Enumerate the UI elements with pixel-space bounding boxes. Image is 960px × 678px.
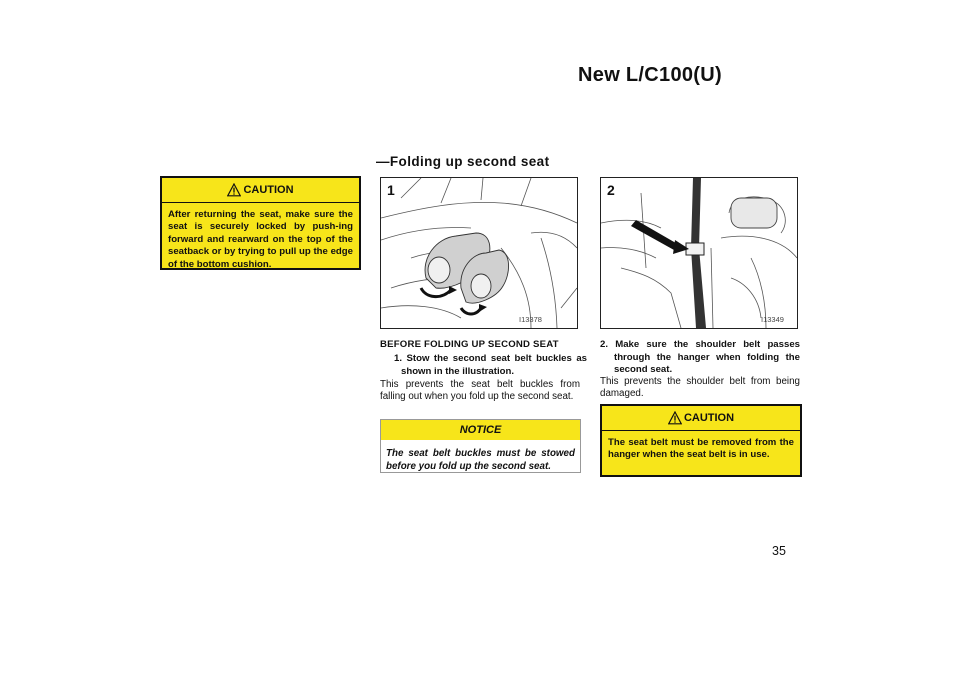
figure-code: I13349 bbox=[761, 315, 784, 324]
document-model-header: New L/C100(U) bbox=[578, 64, 722, 86]
notice-text: The seat belt buckles must be stowed before you fold up the second seat. bbox=[386, 448, 575, 472]
caution-label: CAUTION bbox=[243, 184, 294, 196]
section-title: —Folding up second seat bbox=[376, 154, 550, 169]
notice-label: NOTICE bbox=[381, 420, 580, 440]
buckle-illustration bbox=[381, 178, 577, 328]
page-number: 35 bbox=[772, 544, 786, 558]
caution-label: CAUTION bbox=[683, 412, 735, 424]
caution-box-left bbox=[160, 176, 361, 270]
notice-box bbox=[380, 419, 581, 473]
hanger-illustration bbox=[601, 178, 797, 328]
instruction-step-1: 1. Stow the second seat belt buckles as shown in the illustration. bbox=[394, 353, 587, 377]
explanation-paragraph-1: This prevents the seat belt buckles from falling out when you fold up the second seat. bbox=[380, 379, 580, 403]
caution-header bbox=[602, 406, 800, 431]
caution-text: The seat belt must be removed from the hanger when the seat belt is in use. bbox=[608, 437, 794, 461]
figure-number: 2 bbox=[607, 182, 615, 198]
illustration-shoulder-belt-hanger bbox=[600, 177, 798, 329]
explanation-paragraph-2: This prevents the shoulder belt from being damaged. bbox=[600, 376, 800, 400]
caution-box-right bbox=[600, 404, 802, 477]
warning-triangle-icon bbox=[227, 183, 241, 197]
instruction-step-2: 2. Make sure the shoulder belt passes through the hanger when folding the second seat. bbox=[600, 339, 800, 376]
caution-header bbox=[162, 178, 359, 203]
figure-number: 1 bbox=[387, 182, 395, 198]
subsection-heading: BEFORE FOLDING UP SECOND SEAT bbox=[380, 339, 559, 350]
illustration-seat-belt-buckles bbox=[380, 177, 578, 329]
figure-code: I13378 bbox=[519, 315, 542, 324]
warning-triangle-icon bbox=[668, 411, 682, 425]
caution-text: After returning the seat, make sure the seat is securely locked by push-ing forward and rearward on the top of the seatback or by trying to pull up the edge of the bottom cushion. bbox=[168, 209, 353, 270]
